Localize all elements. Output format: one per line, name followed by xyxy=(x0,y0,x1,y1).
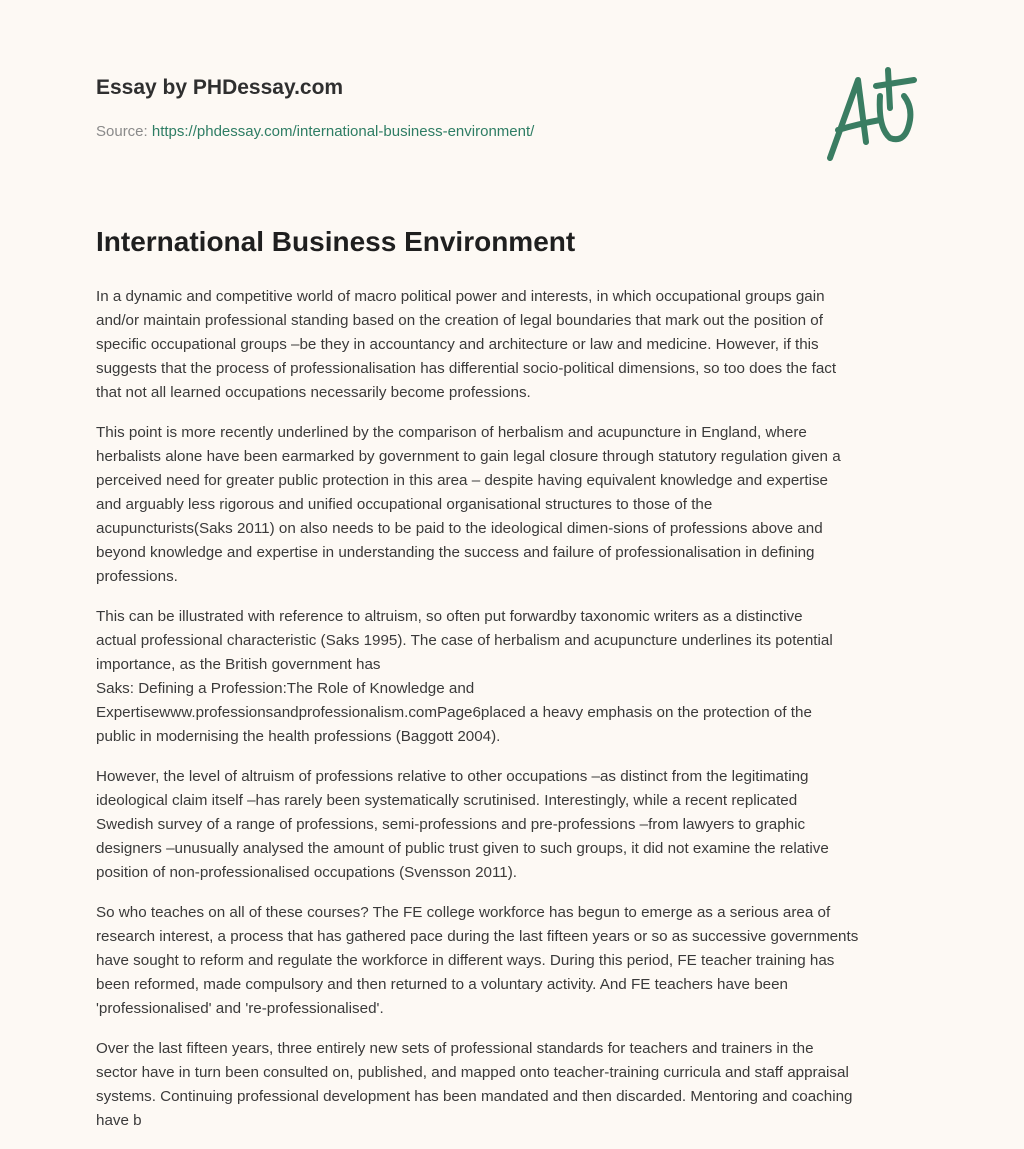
line: suggests that the process of professionalisation has differential socio-political dimensions, so too does the fact xyxy=(96,360,837,377)
line: been reformed, made compulsory and then returned to a voluntary activity. And FE teachers have been xyxy=(96,976,788,993)
essay-body xyxy=(96,285,956,1149)
source-line xyxy=(96,123,534,140)
site-brand: Essay by PHDessay.com xyxy=(96,76,344,99)
source-link[interactable]: https://phdessay.com/international-business-environment/ xyxy=(151,123,535,140)
line: and arguably less rigorous and unified occupational organisational structures to those of the xyxy=(96,496,713,513)
line: Swedish survey of a range of professions, semi-professions and pre-professions –from lawyers to graphic xyxy=(96,816,806,833)
line: acupuncturists(Saks 2011) on also needs to be paid to the ideological dimen-sions of professions above and xyxy=(96,520,823,537)
line: public in modernising the health professions (Baggott 2004). xyxy=(96,728,501,745)
line: actual professional characteristic (Saks 1995). The case of herbalism and acupuncture underlines its potential xyxy=(96,632,833,649)
paragraph xyxy=(96,765,956,885)
line: In a dynamic and competitive world of macro political power and interests, in which occupational groups gain xyxy=(96,288,825,305)
line: importance, as the British government has xyxy=(96,656,381,673)
line: systems. Continuing professional development has been mandated and then discarded. Mentoring and coaching xyxy=(96,1088,853,1105)
paragraph xyxy=(96,1037,956,1133)
paragraph xyxy=(96,901,956,1021)
line: Saks: Defining a Profession:The Role of Knowledge and xyxy=(96,680,475,697)
line: beyond knowledge and expertise in understanding the success and failure of professionalisation in defining xyxy=(96,544,815,561)
line: have b xyxy=(96,1112,142,1129)
paragraph xyxy=(96,605,956,749)
line: sector have in turn been consulted on, published, and mapped onto teacher-training curricula and staff appraisal xyxy=(96,1064,849,1081)
line: perceived need for greater public protection in this area – despite having equivalent knowledge and expertise xyxy=(96,472,829,489)
a-plus-logo-icon xyxy=(818,66,928,166)
paragraph xyxy=(96,421,956,589)
line: have sought to reform and regulate the workforce in different ways. During this period, FE teacher training has xyxy=(96,952,835,969)
line: specific occupational groups –be they in accountancy and architecture or law and medicine. However, if this xyxy=(96,336,819,353)
line: research interest, a process that has gathered pace during the last fifteen years or so as successive governments xyxy=(96,928,859,945)
source-label: Source: xyxy=(96,123,148,140)
paragraph xyxy=(96,285,956,405)
line: This can be illustrated with reference to altruism, so often put forwardby taxonomic writers as a distinctive xyxy=(96,608,803,625)
line: Expertisewww.professionsandprofessionalism.comPage6placed a heavy emphasis on the protection of the xyxy=(96,704,812,721)
line: ideological claim itself –has rarely been systematically scrutinised. Interestingly, while a recent replicated xyxy=(96,792,798,809)
line: professions. xyxy=(96,568,178,585)
line: So who teaches on all of these courses? The FE college workforce has begun to emerge as a serious area of xyxy=(96,904,831,921)
line: herbalists alone have been earmarked by government to gain legal closure through statutory regulation given a xyxy=(96,448,841,465)
line: designers –unusually analysed the amount of public trust given to such groups, it did not examine the relative xyxy=(96,840,829,857)
line: 'professionalised' and 're-professionalised'. xyxy=(96,1000,384,1017)
line: and/or maintain professional standing based on the creation of legal boundaries that mark out the position of xyxy=(96,312,823,329)
essay-title: International Business Environment xyxy=(96,226,576,257)
line: that not all learned occupations necessarily become professions. xyxy=(96,384,531,401)
line: Over the last fifteen years, three entirely new sets of professional standards for teachers and trainers in the xyxy=(96,1040,814,1057)
line: However, the level of altruism of professions relative to other occupations –as distinct from the legitimating xyxy=(96,768,809,785)
line: This point is more recently underlined by the comparison of herbalism and acupuncture in England, where xyxy=(96,424,807,441)
line: position of non-professionalised occupations (Svensson 2011). xyxy=(96,864,518,881)
